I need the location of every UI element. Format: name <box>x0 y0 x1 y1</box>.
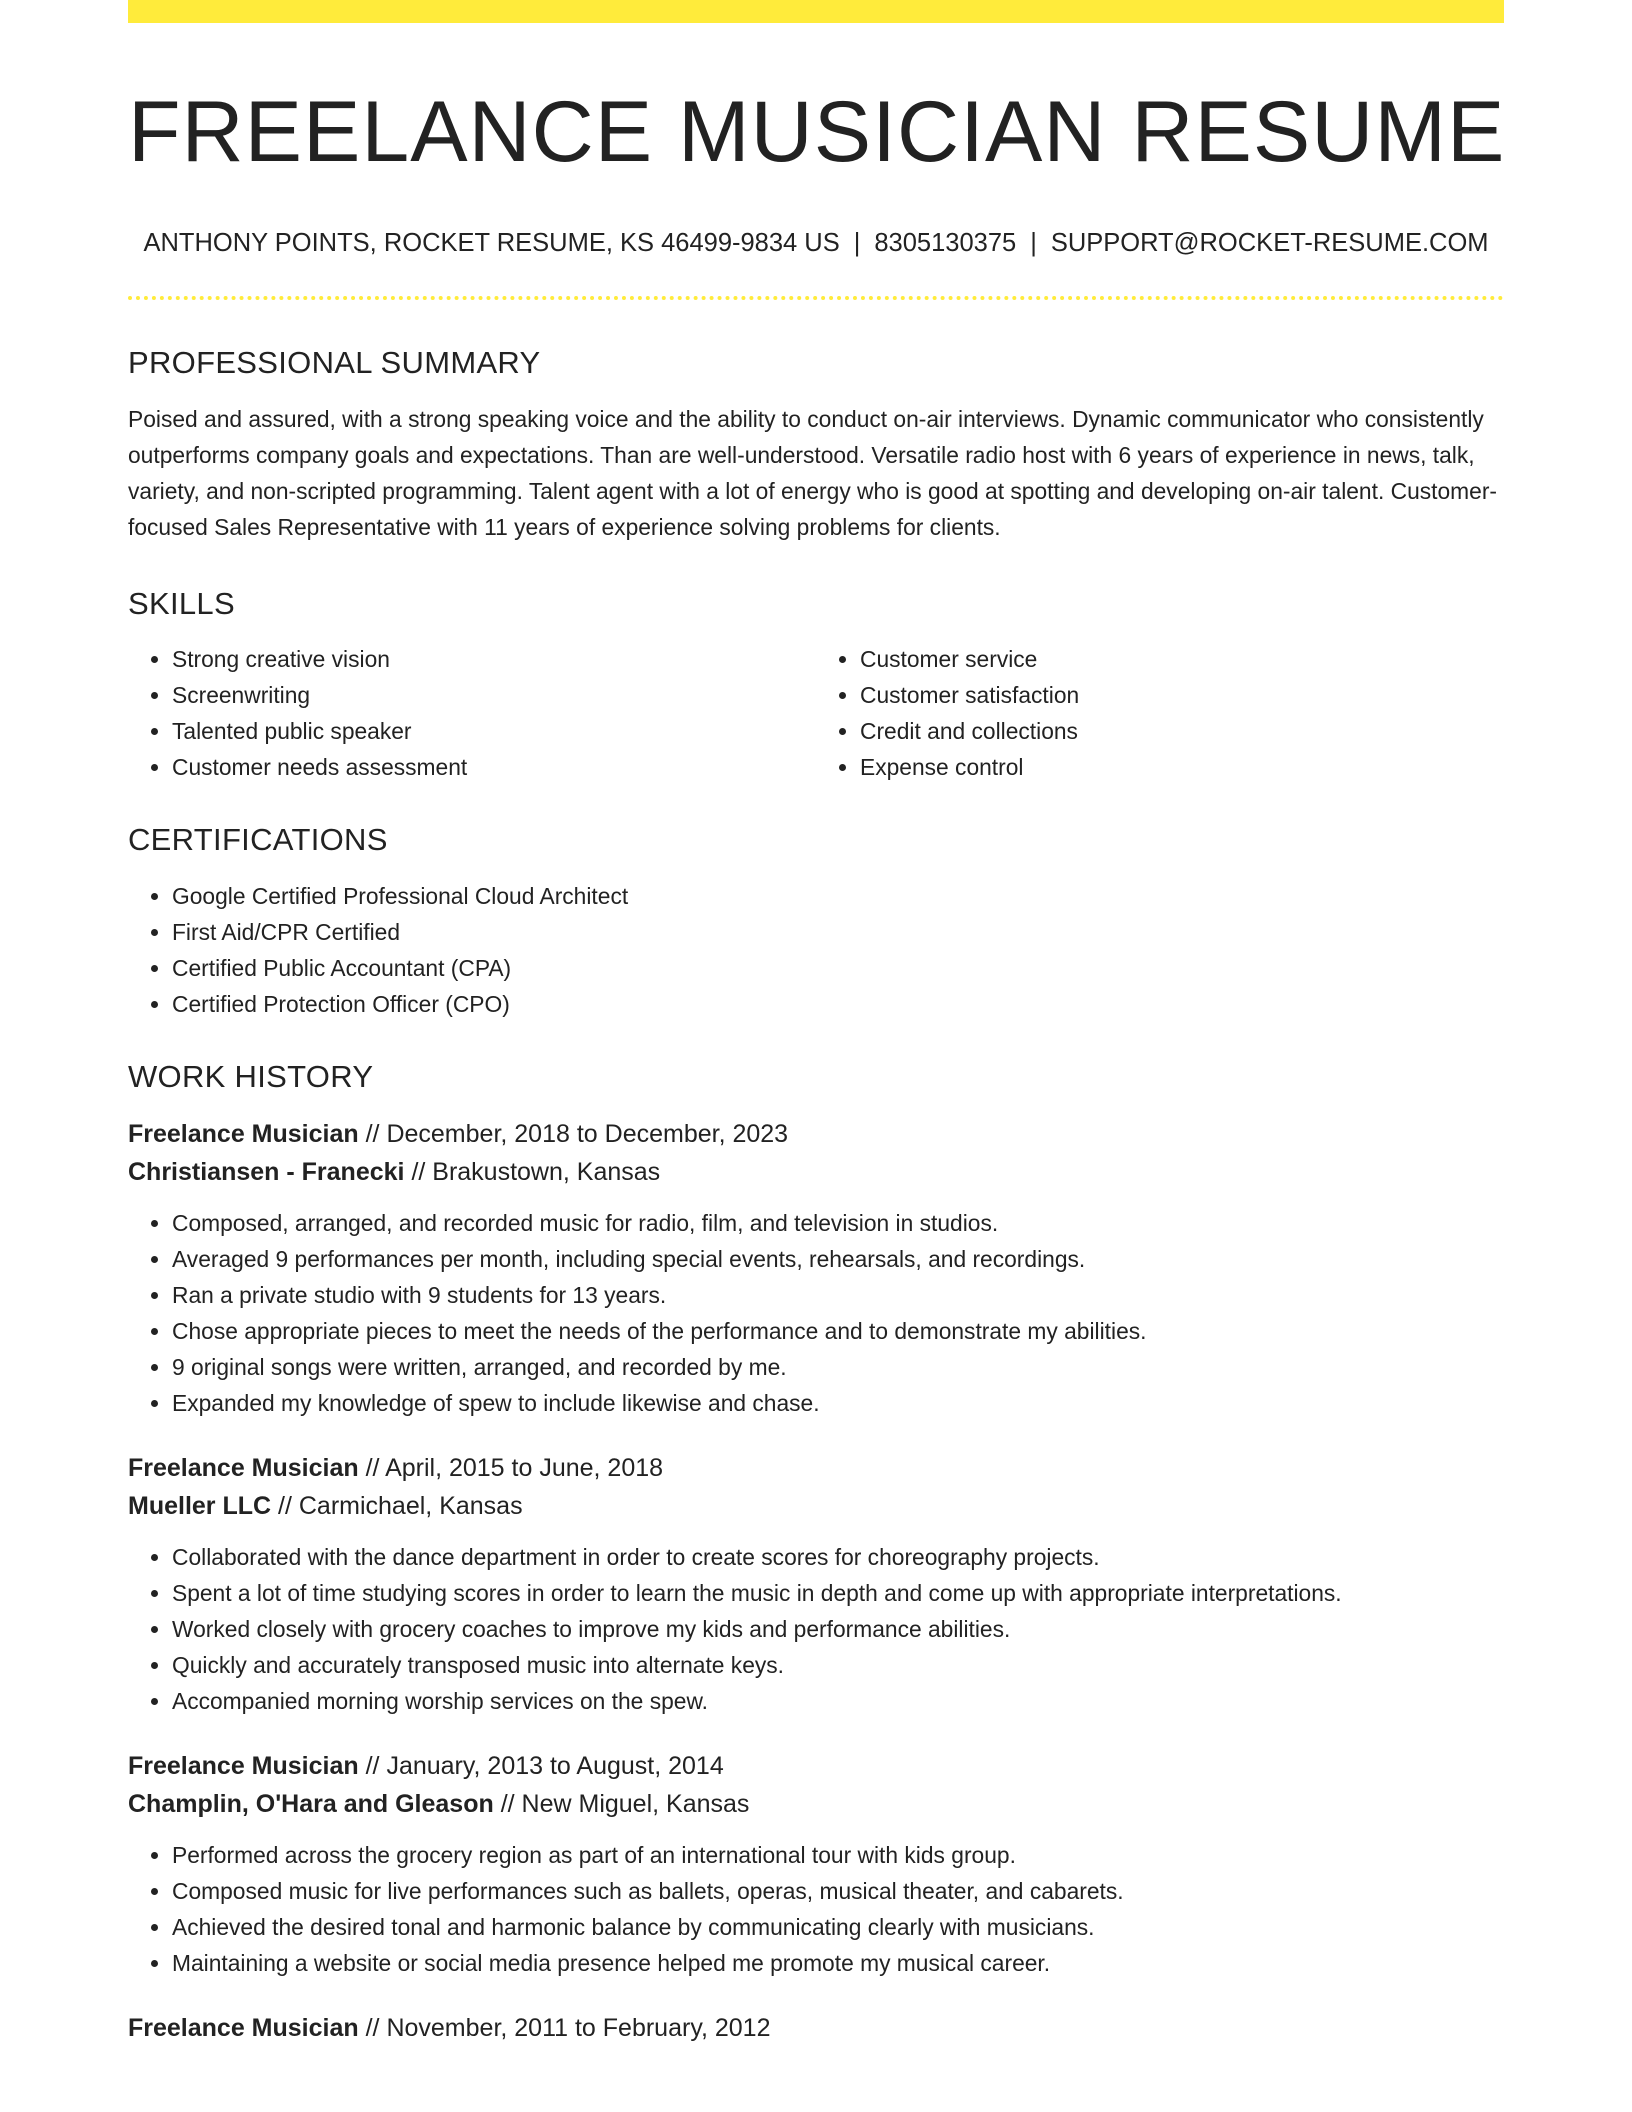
section-heading-work: WORK HISTORY <box>128 1058 374 1094</box>
job-bullet: • Averaged 9 performances per month, including special events, rehearsals, and recordings. <box>172 1241 1504 1277</box>
job-bullet: • Expanded my knowledge of spew to include likewise and chase. <box>172 1385 1504 1421</box>
contact-separator: | <box>853 228 861 257</box>
certification-item: • First Aid/CPR Certified <box>172 914 1504 950</box>
contact-separator: | <box>1030 228 1037 257</box>
job-title-line <box>128 1747 1504 1785</box>
certifications-section <box>128 821 1504 1022</box>
summary-text: Poised and assured, with a strong speaking voice and the ability to conduct on-air interviews. Dynamic communicator who consistently outperforms company goals and expectations. Than are well-understood. Versatile radio host with 6 years of experience in news, talk, variety, and non-scripted programming. Talent agent with a lot of energy who is good at spotting and developing on-air talent. Customer-focused Sales Representative with 11 years of experience solving problems for clients. <box>128 406 1498 541</box>
skill-item: • Customer needs assessment <box>172 749 816 785</box>
job-title: Freelance Musician <box>128 1453 359 1482</box>
job-bullet: • Chose appropriate pieces to meet the needs of the performance and to demonstrate my abilities. <box>172 1313 1504 1349</box>
job-title: Freelance Musician <box>128 1119 359 1148</box>
job-dates: // January, 2013 to August, 2014 <box>365 1751 724 1780</box>
job-title: Freelance Musician <box>128 2013 359 2042</box>
section-heading-certifications: CERTIFICATIONS <box>128 821 388 857</box>
certification-item: • Google Certified Professional Cloud Architect <box>172 878 1504 914</box>
job-entry <box>128 1115 1504 1421</box>
job-company-line <box>128 1785 1504 1823</box>
certifications-list <box>128 878 1504 1022</box>
job-entry <box>128 1449 1504 1719</box>
professional-summary-section <box>128 344 1504 545</box>
contact-address: ANTHONY POINTS, ROCKET RESUME, KS 46499-9834 US <box>143 228 840 257</box>
contact-line <box>128 228 1504 259</box>
job-dates: // November, 2011 to February, 2012 <box>365 2013 771 2042</box>
job-location: // New Miguel, Kansas <box>500 1789 750 1818</box>
accent-bar <box>128 0 1504 23</box>
section-heading-summary: PROFESSIONAL SUMMARY <box>128 345 541 381</box>
job-title-line <box>128 1449 1504 1487</box>
dotted-divider <box>128 296 1504 300</box>
skills-list-right <box>816 641 1504 785</box>
job-bullets <box>128 1205 1504 1421</box>
job-bullets <box>128 1837 1504 1981</box>
job-title-line <box>128 2009 1504 2047</box>
job-bullet: • Worked closely with grocery coaches to improve my kids and performance abilities. <box>172 1611 1504 1647</box>
job-company-line <box>128 1153 1504 1191</box>
skill-item: • Talented public speaker <box>172 713 816 749</box>
job-company: Mueller LLC <box>128 1491 272 1520</box>
job-bullets <box>128 1539 1504 1719</box>
job-location: // Brakustown, Kansas <box>411 1157 661 1186</box>
job-bullet: • Maintaining a website or social media presence helped me promote my musical career. <box>172 1945 1504 1981</box>
skill-item: • Expense control <box>860 749 1504 785</box>
job-bullet: • Spent a lot of time studying scores in order to learn the music in depth and come up with appropriate interpretations. <box>172 1575 1504 1611</box>
job-title: Freelance Musician <box>128 1751 359 1780</box>
job-bullet: • Performed across the grocery region as part of an international tour with kids group. <box>172 1837 1504 1873</box>
skills-columns <box>128 641 1504 785</box>
skills-section <box>128 585 1504 784</box>
skills-list-left <box>128 641 816 785</box>
job-bullet: • Achieved the desired tonal and harmonic balance by communicating clearly with musicians. <box>172 1909 1504 1945</box>
certification-item: • Certified Protection Officer (CPO) <box>172 986 1504 1022</box>
job-bullet: • Composed music for live performances such as ballets, operas, musical theater, and cabarets. <box>172 1873 1504 1909</box>
skill-item: • Screenwriting <box>172 677 816 713</box>
contact-phone: 8305130375 <box>874 228 1017 257</box>
certification-item: • Certified Public Accountant (CPA) <box>172 950 1504 986</box>
job-bullet: • Collaborated with the dance department in order to create scores for choreography projects. <box>172 1539 1504 1575</box>
section-heading-skills: SKILLS <box>128 586 235 622</box>
contact-email: SUPPORT@ROCKET-RESUME.COM <box>1050 228 1489 257</box>
skill-item: • Customer satisfaction <box>860 677 1504 713</box>
job-bullet: • Composed, arranged, and recorded music for radio, film, and television in studios. <box>172 1205 1504 1241</box>
skill-item: • Customer service <box>860 641 1504 677</box>
job-bullet: • Accompanied morning worship services on the spew. <box>172 1683 1504 1719</box>
skill-item: • Credit and collections <box>860 713 1504 749</box>
work-history-section <box>128 1058 1504 2047</box>
job-dates: // December, 2018 to December, 2023 <box>365 1119 789 1148</box>
job-bullet: • Ran a private studio with 9 students for 13 years. <box>172 1277 1504 1313</box>
job-company-line <box>128 1487 1504 1525</box>
job-title-line <box>128 1115 1504 1153</box>
resume-page <box>128 0 1504 2047</box>
job-company: Christiansen - Franecki <box>128 1157 405 1186</box>
job-entry <box>128 2009 1504 2047</box>
job-entry <box>128 1747 1504 1981</box>
job-bullet: • Quickly and accurately transposed music into alternate keys. <box>172 1647 1504 1683</box>
job-dates: // April, 2015 to June, 2018 <box>365 1453 664 1482</box>
skill-item: • Strong creative vision <box>172 641 816 677</box>
page-title: FREELANCE MUSICIAN RESUME <box>128 84 1506 180</box>
job-location: // Carmichael, Kansas <box>278 1491 523 1520</box>
job-company: Champlin, O'Hara and Gleason <box>128 1789 494 1818</box>
job-bullet: • 9 original songs were written, arranged, and recorded by me. <box>172 1349 1504 1385</box>
